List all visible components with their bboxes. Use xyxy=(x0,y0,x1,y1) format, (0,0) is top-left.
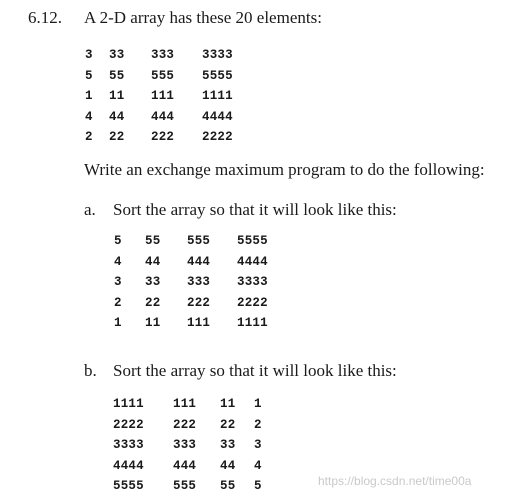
array-cell: 44 xyxy=(220,458,236,473)
array-cell: 111 xyxy=(187,316,211,330)
array-cell: 5555 xyxy=(113,479,144,493)
array-cell: 55 xyxy=(145,234,161,248)
array-cell: 3333 xyxy=(113,438,144,452)
array-cell: 2 xyxy=(254,417,262,432)
array-cell: 1111 xyxy=(113,397,144,411)
array-cell: 2 xyxy=(114,295,122,310)
array-cell: 33 xyxy=(145,275,161,289)
instruction-text: Write an exchange maximum program to do the following: xyxy=(84,160,485,179)
array-cell: 2 xyxy=(85,130,93,144)
array-cell: 33 xyxy=(220,438,236,452)
array-cell: 444 xyxy=(151,109,175,124)
array-cell: 5 xyxy=(114,234,122,248)
array-cell: 4 xyxy=(114,254,122,269)
array-cell: 55 xyxy=(220,479,236,493)
array-cell: 444 xyxy=(173,458,197,473)
array-cell: 4 xyxy=(85,109,93,124)
array-cell: 11 xyxy=(145,316,161,330)
array-cell: 333 xyxy=(187,275,211,289)
array-cell: 2222 xyxy=(202,130,233,144)
array-cell: 5 xyxy=(85,68,93,83)
array-cell: 111 xyxy=(173,397,197,411)
array-cell: 4444 xyxy=(237,254,268,269)
array-cell: 3 xyxy=(85,48,93,62)
array-cell: 44 xyxy=(145,254,161,269)
array-cell: 5555 xyxy=(202,68,233,83)
array-cell: 1 xyxy=(114,316,122,330)
array-cell: 11 xyxy=(220,397,236,411)
array-cell: 1111 xyxy=(202,89,233,103)
array-cell: 55 xyxy=(109,68,125,83)
problem-statement: A 2-D array has these 20 elements: xyxy=(84,8,322,27)
array-cell: 3333 xyxy=(202,48,233,62)
part-b-text: Sort the array so that it will look like this: xyxy=(113,361,397,380)
array-cell: 555 xyxy=(187,234,211,248)
problem-number: 6.12. xyxy=(28,8,62,27)
part-a-text: Sort the array so that it will look like this: xyxy=(113,200,397,219)
array-cell: 4444 xyxy=(113,458,144,473)
array-cell: 2222 xyxy=(113,417,144,432)
array-cell: 111 xyxy=(151,89,175,103)
array-cell: 333 xyxy=(151,48,175,62)
array-cell: 33 xyxy=(109,48,125,62)
array-cell: 1111 xyxy=(237,316,268,330)
array-cell: 44 xyxy=(109,109,125,124)
array-cell: 555 xyxy=(173,479,197,493)
array-cell: 555 xyxy=(151,68,175,83)
array-cell: 1 xyxy=(254,397,262,411)
array-cell: 5555 xyxy=(237,234,268,248)
array-cell: 222 xyxy=(187,295,211,310)
array-cell: 222 xyxy=(151,130,175,144)
array-cell: 4444 xyxy=(202,109,233,124)
watermark: https://blog.csdn.net/time00a xyxy=(318,474,472,488)
array-cell: 3333 xyxy=(237,275,268,289)
array-cell: 5 xyxy=(254,479,262,493)
array-cell: 3 xyxy=(114,275,122,289)
part-b-label: b. xyxy=(84,361,97,380)
array-cell: 333 xyxy=(173,438,197,452)
array-cell: 11 xyxy=(109,89,125,103)
array-cell: 22 xyxy=(220,417,236,432)
array-cell: 22 xyxy=(145,295,161,310)
array-cell: 444 xyxy=(187,254,211,269)
array-cell: 22 xyxy=(109,130,125,144)
array-cell: 2222 xyxy=(237,295,268,310)
array-cell: 4 xyxy=(254,458,262,473)
part-a-label: a. xyxy=(84,200,96,219)
array-cell: 222 xyxy=(173,417,197,432)
array-cell: 1 xyxy=(85,89,93,103)
array-cell: 3 xyxy=(254,438,262,452)
